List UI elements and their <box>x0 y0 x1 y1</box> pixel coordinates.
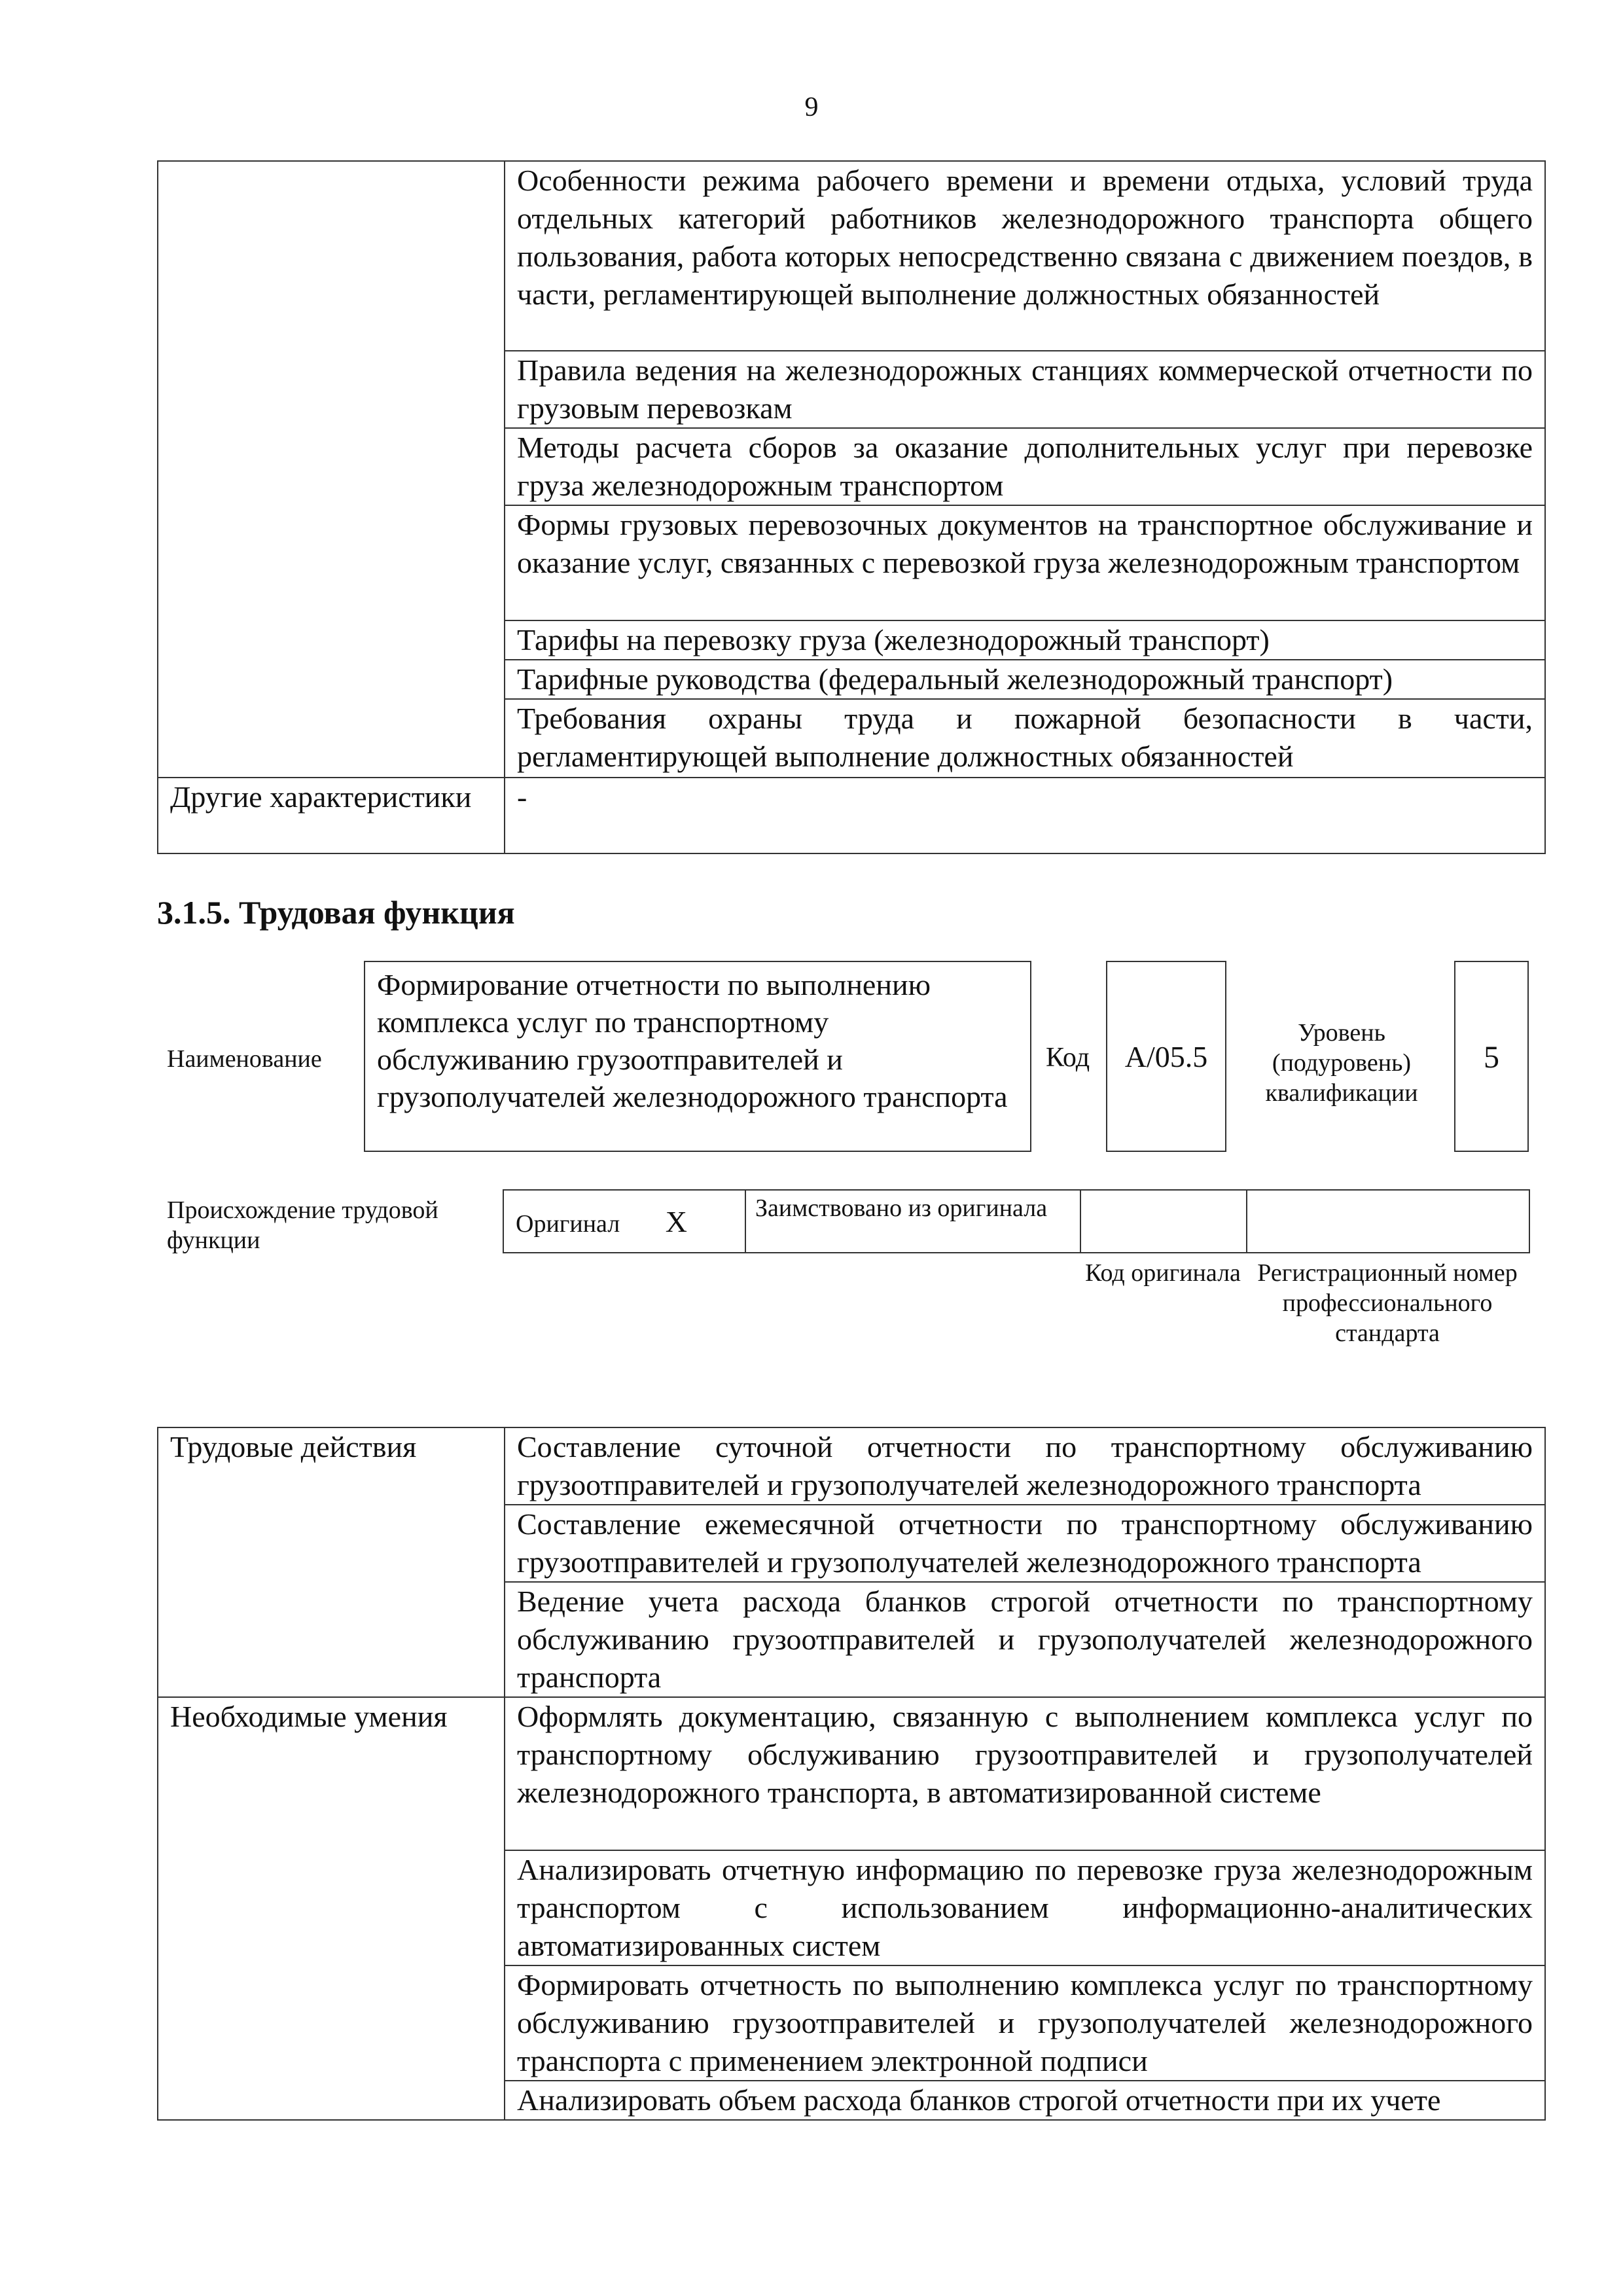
code-box <box>1106 961 1226 1152</box>
origin-table <box>503 1189 1530 1253</box>
table-cell: Составление суточной отчетности по транспортному обслуживанию грузоотправителей и грузополучателей железнодорожного транспорта <box>505 1427 1545 1505</box>
function-name-box <box>364 961 1031 1152</box>
origin-label: Происхождение трудовой функции <box>167 1196 438 1254</box>
original-mark: X <box>665 1204 687 1238</box>
table-cell: - <box>505 778 1545 853</box>
page-number: 9 <box>804 92 819 122</box>
table-cell: Тарифные руководства (федеральный железнодорожный транспорт) <box>505 660 1545 699</box>
table-cell: Формировать отчетность по выполнению комплекса услуг по транспортному обслуживанию грузоотправителей и грузополучателей железнодорожного транспорта с применением электронной подписи <box>505 1965 1545 2081</box>
reg-number-caption: Регистрационный номер профессионального стандарта <box>1257 1259 1518 1347</box>
name-label: Наименование <box>167 1045 322 1073</box>
level-label: Уровень (подуровень) квалификации <box>1265 1019 1418 1107</box>
function-name-value: Формирование отчетности по выполнению комплекса услуг по транспортному обслуживанию грузоотправителей и грузополучателей железнодорожного транспорта <box>377 968 1008 1113</box>
code-label: Код <box>1046 1043 1090 1073</box>
level-value: 5 <box>1484 1040 1499 1075</box>
table-label-cell: Другие характеристики <box>158 778 505 853</box>
table-cell: Формы грузовых перевозочных документов на транспортное обслуживание и оказание услуг, связанных с перевозкой груза железнодорожным транспортом <box>505 505 1545 620</box>
table-cell: Анализировать отчетную информацию по перевозке груза железнодорожным транспортом с использованием информационно-аналитических автоматизированных систем <box>505 1850 1545 1965</box>
table-cell: Тарифы на перевозку груза (железнодорожный транспорт) <box>505 620 1545 660</box>
code-original-caption: Код оригинала <box>1085 1259 1241 1287</box>
level-box <box>1454 961 1529 1152</box>
table-cell: Оформлять документацию, связанную с выполнением комплекса услуг по транспортному обслуживанию грузоотправителей и грузополучателей железнодорожного транспорта, в автоматизированной системе <box>505 1697 1545 1850</box>
borrowed-cell: Заимствовано из оригинала <box>745 1190 1080 1253</box>
table-cell: Правила ведения на железнодорожных станциях коммерческой отчетности по грузовым перевозкам <box>505 351 1545 428</box>
knowledge-table-continued <box>157 160 1546 854</box>
table-cell: Требования охраны труда и пожарной безопасности в части, регламентирующей выполнение должностных обязанностей <box>505 699 1545 778</box>
table-label-cell <box>158 161 505 778</box>
code-value: А/05.5 <box>1124 1040 1208 1073</box>
original-cell <box>503 1190 745 1253</box>
table-cell: Особенности режима рабочего времени и времени отдыха, условий труда отдельных категорий работников железнодорожного транспорта общего пользования, работа которых непосредственно связана с движением поездов, в части, регламентирующей выполнение должностных обязанностей <box>505 161 1545 351</box>
table-cell: Ведение учета расхода бланков строгой отчетности по транспортному обслуживанию грузоотправителей и грузополучателей железнодорожного транспорта <box>505 1582 1545 1697</box>
table-cell: Методы расчета сборов за оказание дополнительных услуг при перевозке груза железнодорожным транспортом <box>505 428 1545 505</box>
table-label-cell: Необходимые умения <box>158 1697 505 2120</box>
table-label-cell: Трудовые действия <box>158 1427 505 1697</box>
original-label: Оригинал <box>516 1210 620 1238</box>
reg-number-cell <box>1247 1190 1529 1253</box>
table-cell: Анализировать объем расхода бланков строгой отчетности при их учете <box>505 2081 1545 2120</box>
labor-actions-table <box>157 1427 1546 2121</box>
code-original-cell <box>1080 1190 1247 1253</box>
table-cell: Составление ежемесячной отчетности по транспортному обслуживанию грузоотправителей и грузополучателей железнодорожного транспорта <box>505 1505 1545 1582</box>
section-heading: 3.1.5. Трудовая функция <box>157 894 515 931</box>
